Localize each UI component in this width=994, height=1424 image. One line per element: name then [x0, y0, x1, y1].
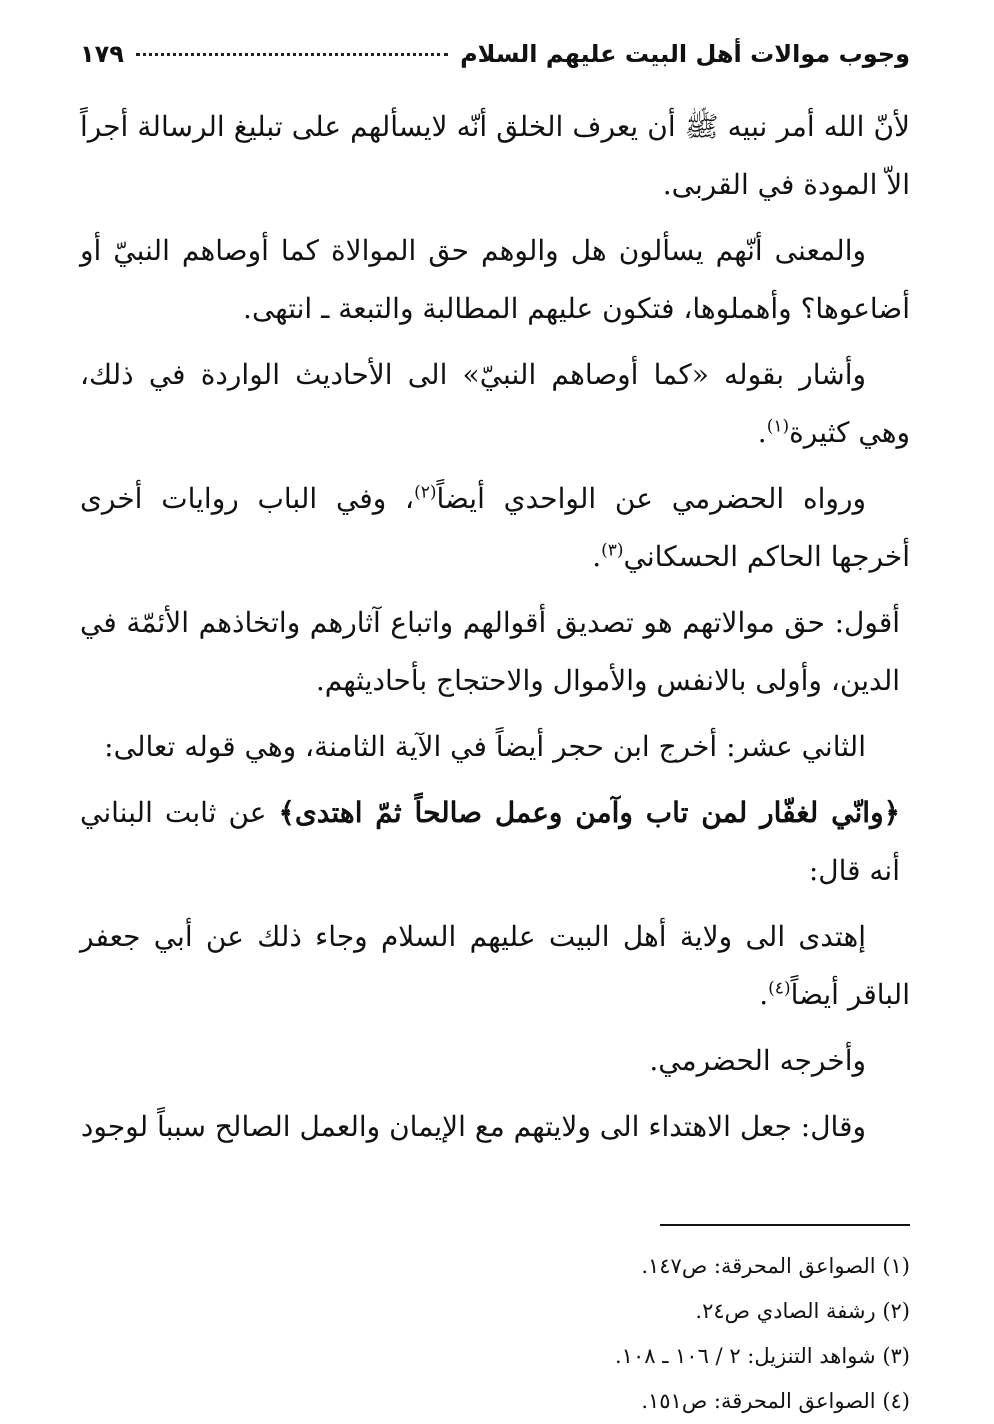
- paragraph-1-text: لأنّ الله أمر نبيه ﷺ أن يعرف الخلق أنّه لايسألهم على تبليغ الرسالة أجراً الاّ المودة في القربى.: [80, 110, 910, 201]
- paragraph-3: وأشار بقوله «كما أوصاهم النبيّ» الى الأحاديث الواردة في ذلك، وهي كثيرة$^{(١)}$.: [80, 358, 910, 449]
- paragraph-5: [80, 594, 910, 710]
- paragraph-10-text: وقال: جعل الاهتداء الى ولايتهم مع الإيمان والعمل الصالح سبباً لوجود: [80, 1110, 866, 1143]
- paragraph-4: ورواه الحضرمي عن الواحدي أيضاً$^{(٢)}$، وفي الباب روايات أخرى أخرجها الحاكم الحسكاني$^{(٣)}$.: [80, 482, 910, 573]
- note-ref-1: (١): [766, 416, 790, 437]
- paragraph-8: إهتدى الى ولاية أهل البيت عليهم السلام وجاء ذلك عن أبي جعفر الباقر أيضاً$^{(٤)}$.: [80, 920, 910, 1011]
- note-ref-4: (٤): [768, 978, 791, 999]
- paragraph-5-text: أقول: حق موالاتهم هو تصديق أقوالهم واتباع آثارهم واتخاذهم الأئمّة في الدين، وأولى بالانفس والأموال والاحتجاج بأحاديثهم.: [80, 606, 900, 697]
- paragraph-7-text: عن ثابت البناني أنه قال:: [80, 796, 900, 887]
- footnote-2: (٢) رشفة الصادي ص٢٤.: [695, 1299, 910, 1323]
- paragraph-4-text-b: ، وفي الباب روايات أخرى أخرجها الحاكم الحسكاني: [80, 482, 910, 573]
- leader-dots: [136, 53, 448, 56]
- book-page: [80, 40, 910, 1413]
- paragraph-2-text: والمعنى أنّهم يسألون هل والوهم حق الموالاة كما أوصاهم النبيّ أو أضاعوها؟ وأهملوها، فتكون عليهم المطالبة والتبعة ـ انتهى.: [80, 234, 910, 325]
- paragraph-8-text: إهتدى الى ولاية أهل البيت عليهم السلام وجاء ذلك عن أبي جعفر الباقر أيضاً: [80, 920, 910, 1011]
- quran-verse: ﴿وانّي لغفّار لمن تاب وآمن وعمل صالحاً ثمّ اهتدى﴾: [278, 796, 900, 829]
- note-ref-2: (٢): [414, 482, 437, 503]
- paragraph-9-text: وأخرجه الحضرمي.: [649, 1044, 866, 1077]
- paragraph-4-text-a: ورواه الحضرمي عن الواحدي أيضاً: [436, 482, 866, 515]
- footnote-1: (١) الصواعق المحرقة: ص١٤٧.: [641, 1254, 910, 1278]
- footnote-separator-wrap: [80, 1164, 910, 1244]
- paragraph-1: [80, 98, 910, 214]
- footnote-4: (٤) الصواعق المحرقة: ص١٥١.: [641, 1389, 910, 1413]
- paragraph-6: [80, 718, 910, 776]
- paragraph-9: [80, 1032, 910, 1090]
- note-ref-3: (٣): [601, 540, 624, 561]
- main-text: [80, 98, 910, 1156]
- paragraph-3-text: وأشار بقوله «كما أوصاهم النبيّ» الى الأحاديث الواردة في ذلك، وهي كثيرة: [80, 358, 910, 449]
- running-title: وجوب موالات أهل البيت عليهم السلام: [460, 40, 910, 68]
- paragraph-10: [80, 1098, 910, 1156]
- footnotes: [80, 1244, 910, 1424]
- paragraph-2: [80, 222, 910, 338]
- paragraph-7: [80, 784, 910, 900]
- paragraph-6-text: الثاني عشر: أخرج ابن حجر أيضاً في الآية الثامنة، وهي قوله تعالى:: [104, 730, 866, 763]
- page-number: ١٧٩: [80, 40, 124, 68]
- footnote-rule: [660, 1224, 910, 1226]
- footnote-3: (٣) شواهد التنزيل: ٢ / ١٠٦ ـ ١٠٨.: [614, 1344, 910, 1368]
- running-header: [80, 40, 910, 88]
